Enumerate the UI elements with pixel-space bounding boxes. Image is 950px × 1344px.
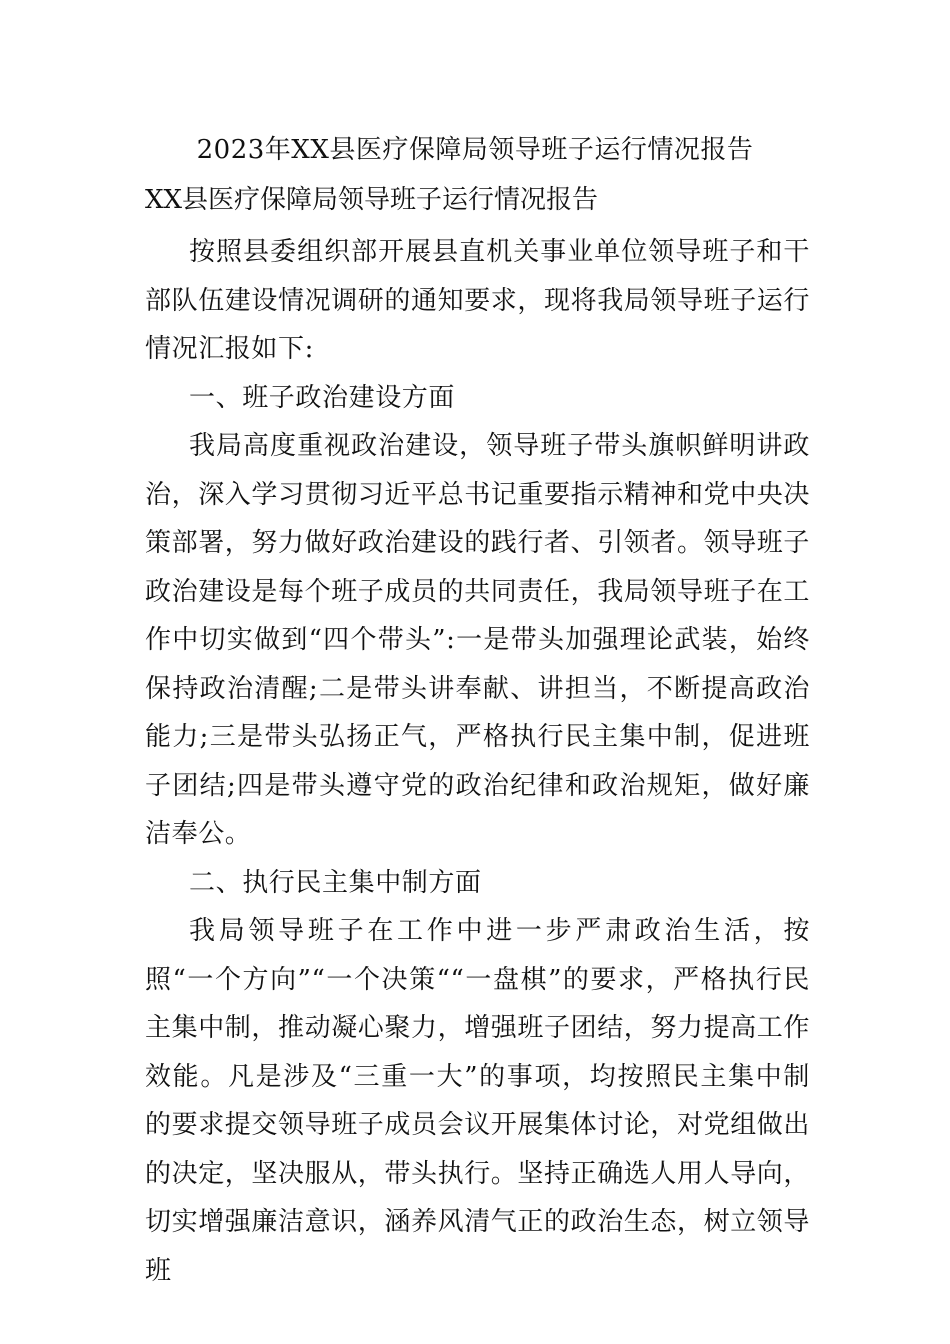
political-paragraph: 我局高度重视政治建设，领导班子带头旗帜鲜明讲政治，深入学习贯彻习近平总书记重要指示精神和党中央决策部署，努力做好政治建设的践行者、引领者。领导班子政治建设是每个班子成员的共同责任，我局领导班子在工作中切实做到“四个带头”:一是带头加强理论武装，始终保持政治清醒;二是带头讲奉献、讲担当，不断提高政治能力;三是带头弘扬正气，严格执行民主集中制，促进班子团结;四是带头遵守党的政治纪律和政治规矩，做好廉洁奉公。 <box>145 431 811 849</box>
document-title: 2023年XX县医疗保障局领导班子运行情况报告 <box>196 135 754 165</box>
intro-paragraph: 按照县委组织部开展县直机关事业单位领导班子和干部队伍建设情况调研的通知要求，现将我局领导班子运行情况汇报如下: <box>145 237 811 364</box>
section-heading-political: 一、班子政治建设方面 <box>189 382 456 413</box>
democratic-paragraph: 我局领导班子在工作中进一步严肃政治生活，按照“一个方向”“一个决策““一盘棋”的要求，严格执行民主集中制，推动凝心聚力，增强班子团结，努力提高工作效能。凡是涉及“三重一大”的事项，均按照民主集中制的要求提交领导班子成员会议开展集体讨论，对党组做出的决定，坚决服从，带头执行。坚持正确选人用人导向，切实增强廉洁意识，涵养风清气正的政治生态，树立领导班 <box>145 916 811 1286</box>
document-body <box>145 228 810 1295</box>
document-subtitle: XX县医疗保障局领导班子运行情况报告 <box>145 185 599 215</box>
section-heading-democratic: 二、执行民主集中制方面 <box>189 867 482 898</box>
